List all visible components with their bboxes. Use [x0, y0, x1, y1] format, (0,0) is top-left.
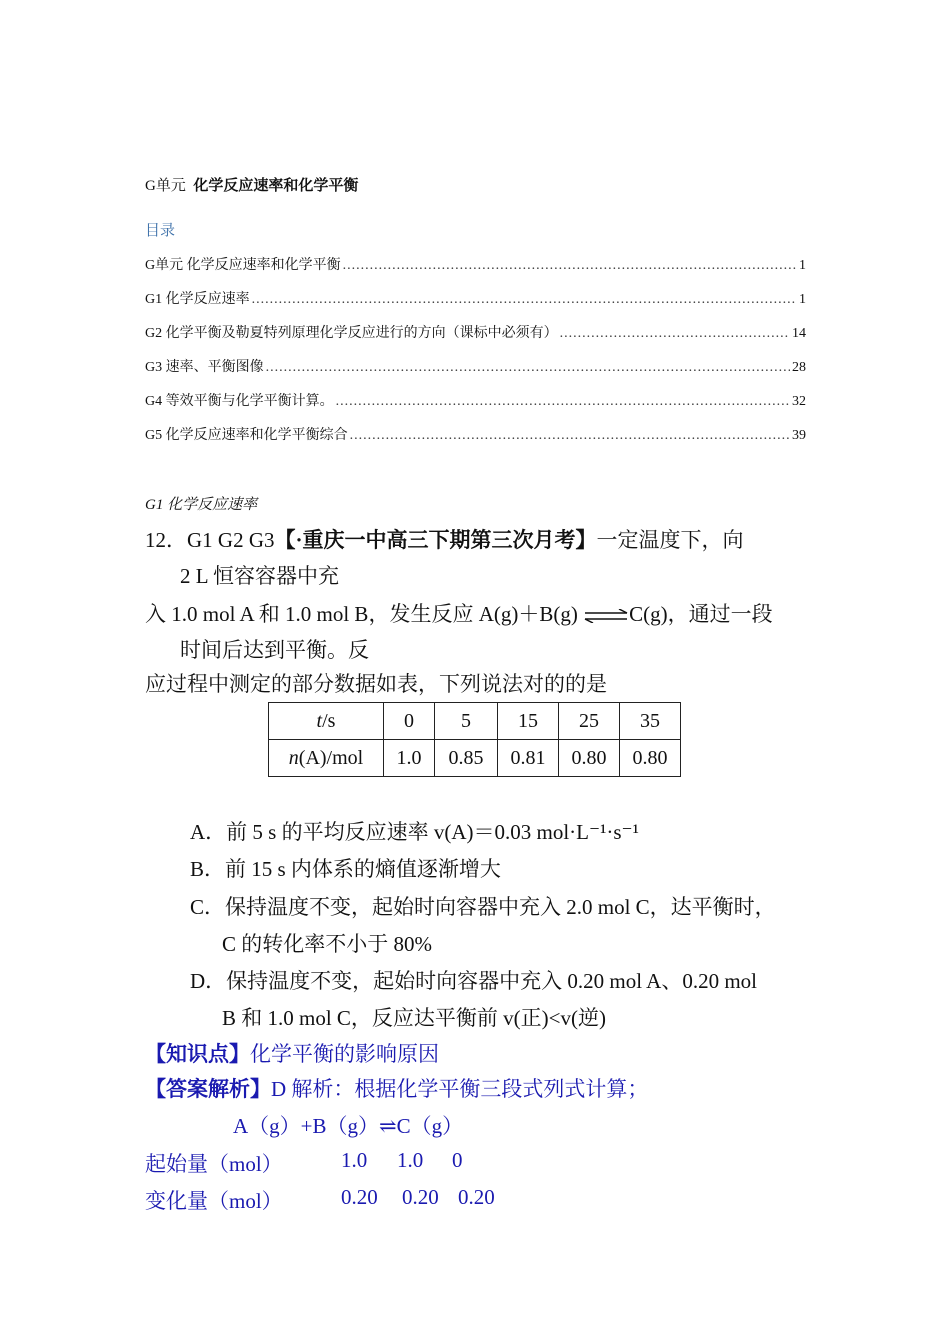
change-amount-label: 变化量（mol） [145, 1189, 283, 1213]
table-cell: 35 [620, 703, 681, 740]
knowledge-label: 【知识点】 [145, 1042, 250, 1066]
table-cell: 0.85 [435, 740, 498, 777]
toc-leader-dots [336, 394, 790, 410]
toc-item[interactable] [145, 254, 806, 274]
option-a: A．前 5 s 的平均反应速率 v(A)＝0.03 mol·L⁻¹·s⁻¹ [190, 820, 639, 844]
question-text: 入 1.0 mol A 和 1.0 mol B，发生反应 A(g)＋B(g) [145, 602, 578, 626]
unit-title [145, 174, 358, 195]
toc-leader-dots [343, 258, 797, 274]
unit-title-text: 化学反应速率和化学平衡 [193, 178, 359, 194]
question-line-5: 应过程中测定的部分数据如表，下列说法对的的是 [145, 672, 607, 696]
table-cell: t/s [269, 703, 384, 740]
question-line-1 [145, 524, 744, 554]
question-text: 一定温度下，向 [596, 528, 744, 552]
table-cell: 0.81 [498, 740, 559, 777]
question-line-2: 2 L 恒容容器中充 [180, 564, 340, 588]
option-b: B．前 15 s 内体系的熵值逐渐增大 [190, 857, 501, 881]
toc-leader-dots [266, 360, 790, 376]
knowledge-point [145, 1038, 439, 1068]
knowledge-text: 化学平衡的影响原因 [250, 1042, 439, 1066]
table-row [269, 740, 681, 777]
unit-prefix: G单元 [145, 178, 186, 194]
answer-text: D 解析：根据化学平衡三段式列式计算； [271, 1077, 649, 1101]
toc-item-label: G4 等效平衡与化学平衡计算。 [145, 394, 334, 409]
reaction-equation: A（g）+B（g）⇌C（g） [233, 1114, 464, 1138]
table-cell: 0 [384, 703, 435, 740]
answer-label: 【答案解析】 [145, 1077, 271, 1101]
toc-leader-dots [252, 292, 797, 308]
question-line-3 [145, 598, 773, 628]
section-heading: G1 化学反应速率 [145, 497, 258, 513]
toc-item-page: 28 [792, 360, 806, 375]
toc-item-label: G单元 化学反应速率和化学平衡 [145, 258, 341, 273]
change-amount-c: 0.20 [458, 1185, 495, 1209]
toc-item-page: 1 [799, 292, 806, 307]
toc-item-page: 14 [792, 326, 806, 341]
option-d-line-2: B 和 1.0 mol C，反应达平衡前 v(正)<v(逆) [222, 1006, 606, 1030]
option-d-line-1: D．保持温度不变，起始时向容器中充入 0.20 mol A、0.20 mol [190, 969, 758, 993]
question-source: 【·重庆一中高三下期第三次月考】 [274, 528, 597, 552]
toc-item-label: G2 化学平衡及勒夏特列原理化学反应进行的方向（课标中必须有） [145, 326, 558, 341]
toc-item[interactable] [145, 356, 806, 376]
table-cell: 0.80 [620, 740, 681, 777]
toc-item-page: 39 [792, 428, 806, 443]
table-row [269, 703, 681, 740]
table-cell: 5 [435, 703, 498, 740]
toc-item[interactable] [145, 424, 806, 444]
question-text: C(g)，通过一段 [629, 602, 773, 626]
toc-item-page: 32 [792, 394, 806, 409]
start-amount-label: 起始量（mol） [145, 1152, 283, 1176]
option-c-line-2: C 的转化率不小于 80% [222, 932, 432, 956]
option-c-line-1: C．保持温度不变，起始时向容器中充入 2.0 mol C，达平衡时， [190, 895, 776, 919]
table-cell: 15 [498, 703, 559, 740]
answer-analysis [145, 1073, 648, 1103]
question-number: 12．G1 G2 G3 [145, 528, 275, 552]
table-cell: 0.80 [559, 740, 620, 777]
toc-item-label: G1 化学反应速率 [145, 292, 250, 307]
start-amount-c: 0 [452, 1148, 463, 1172]
change-amount-a: 0.20 [341, 1185, 378, 1209]
toc-item[interactable] [145, 288, 806, 308]
start-amount-a: 1.0 [341, 1148, 368, 1172]
toc-leader-dots [350, 428, 790, 444]
toc-item-label: G5 化学反应速率和化学平衡综合 [145, 428, 348, 443]
equilibrium-arrow-icon [583, 609, 629, 623]
toc-item[interactable] [145, 390, 806, 410]
table-cell: 25 [559, 703, 620, 740]
toc-item-label: G3 速率、平衡图像 [145, 360, 264, 375]
toc-item-page: 1 [799, 258, 806, 273]
data-table [268, 702, 681, 777]
question-line-4: 时间后达到平衡。反 [180, 638, 369, 662]
start-amount-b: 1.0 [397, 1148, 424, 1172]
table-cell: n(A)/mol [269, 740, 384, 777]
toc-leader-dots [560, 326, 790, 342]
change-amount-b: 0.20 [402, 1185, 439, 1209]
toc-heading: 目录 [145, 223, 176, 239]
toc-item[interactable] [145, 322, 806, 342]
table-cell: 1.0 [384, 740, 435, 777]
